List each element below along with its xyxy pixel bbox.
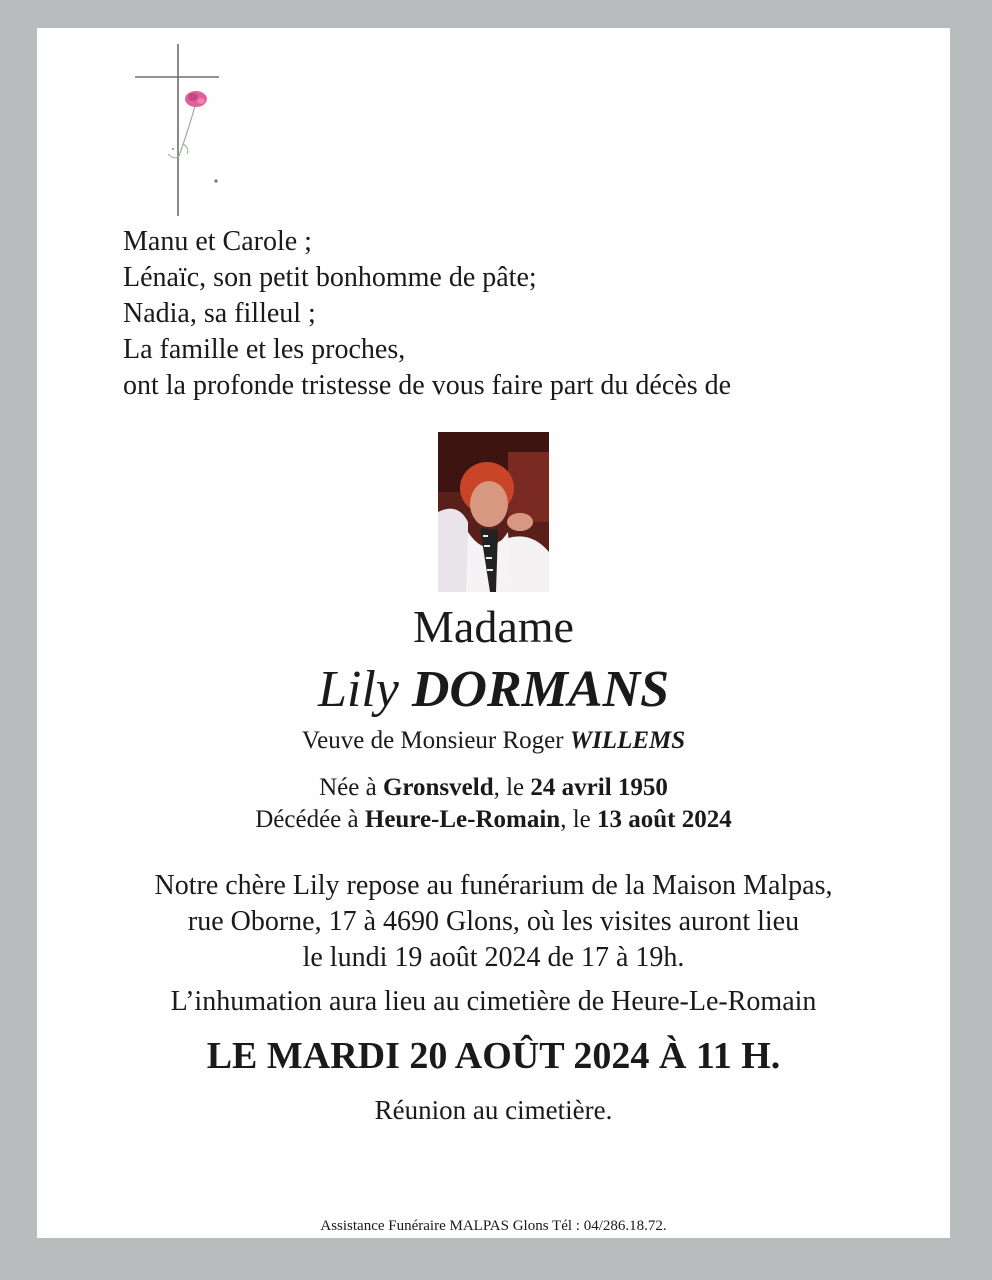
deceased-last-name: DORMANS bbox=[411, 661, 670, 718]
widow-of-line bbox=[37, 727, 950, 755]
visitation-line: rue Oborne, 17 à 4690 Glons, où les visites auront lieu bbox=[187, 906, 800, 937]
deceased-first-name: Lily bbox=[317, 661, 399, 718]
intro-line: Manu et Carole ; bbox=[123, 226, 312, 257]
birth-prefix: Née à bbox=[319, 774, 377, 801]
intro-line: ont la profonde tristesse de vous faire part du décès de bbox=[123, 370, 732, 401]
intro-line: La famille et les proches, bbox=[123, 334, 406, 365]
death-place: Heure-Le-Romain bbox=[364, 806, 561, 833]
death-prefix: Décédée à bbox=[255, 806, 359, 833]
visitation-line: Notre chère Lily repose au funérarium de la Maison Malpas, bbox=[154, 870, 833, 901]
funeral-home-footer: Assistance Funéraire MALPAS Glons Tél : 04/286.18.72. bbox=[320, 1218, 667, 1234]
deceased-name bbox=[37, 660, 950, 719]
birth-date: 24 avril 1950 bbox=[530, 774, 668, 801]
birth-line bbox=[37, 774, 950, 802]
deceased-title: Madame bbox=[413, 601, 574, 652]
birth-mid: , le bbox=[493, 774, 525, 801]
portrait-photo bbox=[438, 432, 549, 592]
cross-with-rose-icon bbox=[135, 44, 225, 216]
visitation-line: le lundi 19 août 2024 de 17 à 19h. bbox=[302, 942, 685, 973]
death-mid: , le bbox=[560, 806, 591, 833]
birth-place: Gronsveld bbox=[382, 774, 494, 801]
burial-text: L’inhumation aura lieu au cimetière de Heure-Le-Romain bbox=[170, 986, 817, 1017]
intro-line: Lénaïc, son petit bonhomme de pâte; bbox=[123, 262, 537, 293]
widow-prefix: Veuve de Monsieur Roger bbox=[301, 727, 564, 754]
intro-line: Nadia, sa filleul ; bbox=[123, 298, 316, 329]
death-date: 13 août 2024 bbox=[597, 806, 732, 833]
visitation-paragraph bbox=[37, 868, 950, 976]
death-line bbox=[37, 806, 950, 834]
burial-datetime: LE MARDI 20 AOÛT 2024 À 11 H. bbox=[206, 1035, 781, 1077]
family-intro bbox=[123, 224, 731, 404]
husband-last-name: WILLEMS bbox=[569, 727, 686, 754]
meeting-text: Réunion au cimetière. bbox=[374, 1095, 613, 1125]
